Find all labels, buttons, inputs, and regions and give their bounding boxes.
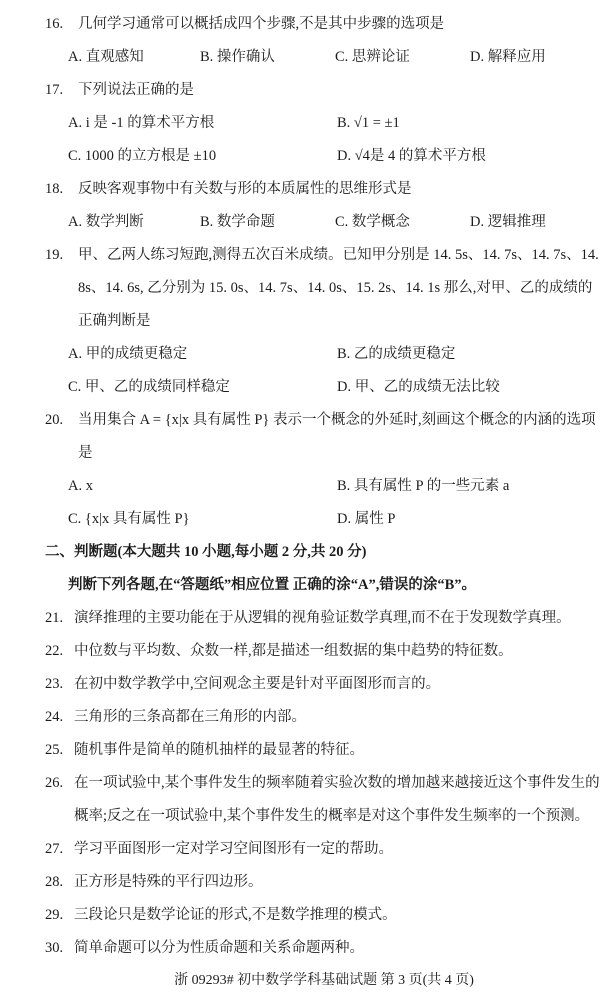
question-text: 在一项试验中,某个事件发生的频率随着实验次数的增加越来越接近这个事件发生的概率;反之在一项试验中,某个事件发生的概率是对这个事件发生频率的一个预测。 xyxy=(74,775,600,824)
question-20-options-row-1 xyxy=(45,470,603,503)
question-text: 甲、乙两人练习短跑,测得五次百米成绩。已知甲分别是 14. 5s、14. 7s、14. 7s、14. 8s、14. 6s, 乙分别为 15. 0s、14. 7s、14. 0s、15. 2s、14. 1s 那么,对甲、乙的成绩的正确判断是 xyxy=(78,247,599,329)
section-instruction: 判断下列各题,在“答题纸”相应位置 正确的涂“A”,错误的涂“B”。 xyxy=(68,577,477,593)
question-16 xyxy=(45,8,603,41)
question-number: 28. xyxy=(45,874,64,890)
question-19-options-row-2 xyxy=(45,371,603,404)
option-c: C. 甲、乙的成绩同样稳定 xyxy=(68,379,230,395)
question-29 xyxy=(45,899,603,932)
question-17 xyxy=(45,74,603,107)
question-number: 25. xyxy=(45,742,64,758)
option-c: C. 1000 的立方根是 ±10 xyxy=(68,148,217,164)
question-number: 20. xyxy=(45,412,64,428)
question-number: 21. xyxy=(45,610,64,626)
question-number: 24. xyxy=(45,709,64,725)
question-27 xyxy=(45,833,603,866)
question-number: 18. xyxy=(45,181,64,197)
question-20-options-row-2 xyxy=(45,503,603,536)
option-b: B. 乙的成绩更稳定 xyxy=(337,346,456,362)
question-text: 三角形的三条高都在三角形的内部。 xyxy=(74,709,306,725)
question-text: 下列说法正确的是 xyxy=(78,82,194,98)
page-footer: 浙 09293# 初中数学学科基础试题 第 3 页(共 4 页) xyxy=(174,973,474,988)
option-b: B. 具有属性 P 的一些元素 a xyxy=(337,478,510,494)
question-text: 中位数与平均数、众数一样,都是描述一组数据的集中趋势的特征数。 xyxy=(74,643,513,659)
question-number: 22. xyxy=(45,643,64,659)
question-28 xyxy=(45,866,603,899)
question-text: 简单命题可以分为性质命题和关系命题两种。 xyxy=(74,940,364,956)
judgment-section xyxy=(45,536,603,965)
option-d: D. 逻辑推理 xyxy=(470,214,546,230)
question-number: 26. xyxy=(45,775,64,791)
question-26 xyxy=(45,767,603,833)
question-17-options-row-1 xyxy=(45,107,603,140)
section-header: 二、判断题(本大题共 10 小题,每小题 2 分,共 20 分) xyxy=(45,544,367,560)
option-c: C. {x|x 具有属性 P} xyxy=(68,511,190,527)
question-17-options-row-2 xyxy=(45,140,603,173)
question-number: 19. xyxy=(45,247,64,263)
question-24 xyxy=(45,701,603,734)
question-text: 几何学习通常可以概括成四个步骤,不是其中步骤的选项是 xyxy=(78,16,445,32)
question-text: 在初中数学教学中,空间观念主要是针对平面图形而言的。 xyxy=(74,676,441,692)
option-c: C. 数学概念 xyxy=(335,214,410,230)
question-19-options-row-1 xyxy=(45,338,603,371)
question-23 xyxy=(45,668,603,701)
option-a: A. i 是 -1 的算术平方根 xyxy=(68,115,215,131)
option-a: A. 直观感知 xyxy=(68,49,144,65)
option-a: A. 数学判断 xyxy=(68,214,144,230)
option-a: A. x xyxy=(68,478,93,494)
option-d: D. 甲、乙的成绩无法比较 xyxy=(337,379,500,395)
question-number: 16. xyxy=(45,16,64,32)
option-b: B. 操作确认 xyxy=(200,49,275,65)
question-number: 17. xyxy=(45,82,64,98)
option-d: D. 解释应用 xyxy=(470,49,546,65)
question-text: 三段论只是数学论证的形式,不是数学推理的模式。 xyxy=(74,907,397,923)
question-number: 27. xyxy=(45,841,64,857)
option-d: D. √4是 4 的算术平方根 xyxy=(337,148,486,164)
question-number: 23. xyxy=(45,676,64,692)
question-19 xyxy=(45,239,603,338)
question-text: 当用集合 A = {x|x 具有属性 P} 表示一个概念的外延时,刻画这个概念的内涵的选项是 xyxy=(78,412,596,461)
multiple-choice-section xyxy=(45,8,603,536)
question-25 xyxy=(45,734,603,767)
question-18 xyxy=(45,173,603,206)
option-d: D. 属性 P xyxy=(337,511,396,527)
question-22 xyxy=(45,635,603,668)
question-text: 随机事件是简单的随机抽样的最显著的特征。 xyxy=(74,742,364,758)
question-18-options xyxy=(45,206,603,239)
option-c: C. 思辨论证 xyxy=(335,49,410,65)
question-text: 演绎推理的主要功能在于从逻辑的视角验证数学真理,而不在于发现数学真理。 xyxy=(74,610,571,626)
question-text: 反映客观事物中有关数与形的本质属性的思维形式是 xyxy=(78,181,412,197)
option-a: A. 甲的成绩更稳定 xyxy=(68,346,188,362)
question-16-options xyxy=(45,41,603,74)
question-30 xyxy=(45,932,603,965)
question-number: 29. xyxy=(45,907,64,923)
question-20 xyxy=(45,404,603,470)
question-text: 正方形是特殊的平行四边形。 xyxy=(74,874,263,890)
question-text: 学习平面图形一定对学习空间图形有一定的帮助。 xyxy=(74,841,393,857)
option-b: B. 数学命题 xyxy=(200,214,275,230)
question-number: 30. xyxy=(45,940,64,956)
question-21 xyxy=(45,602,603,635)
option-b: B. √1 = ±1 xyxy=(337,115,400,131)
